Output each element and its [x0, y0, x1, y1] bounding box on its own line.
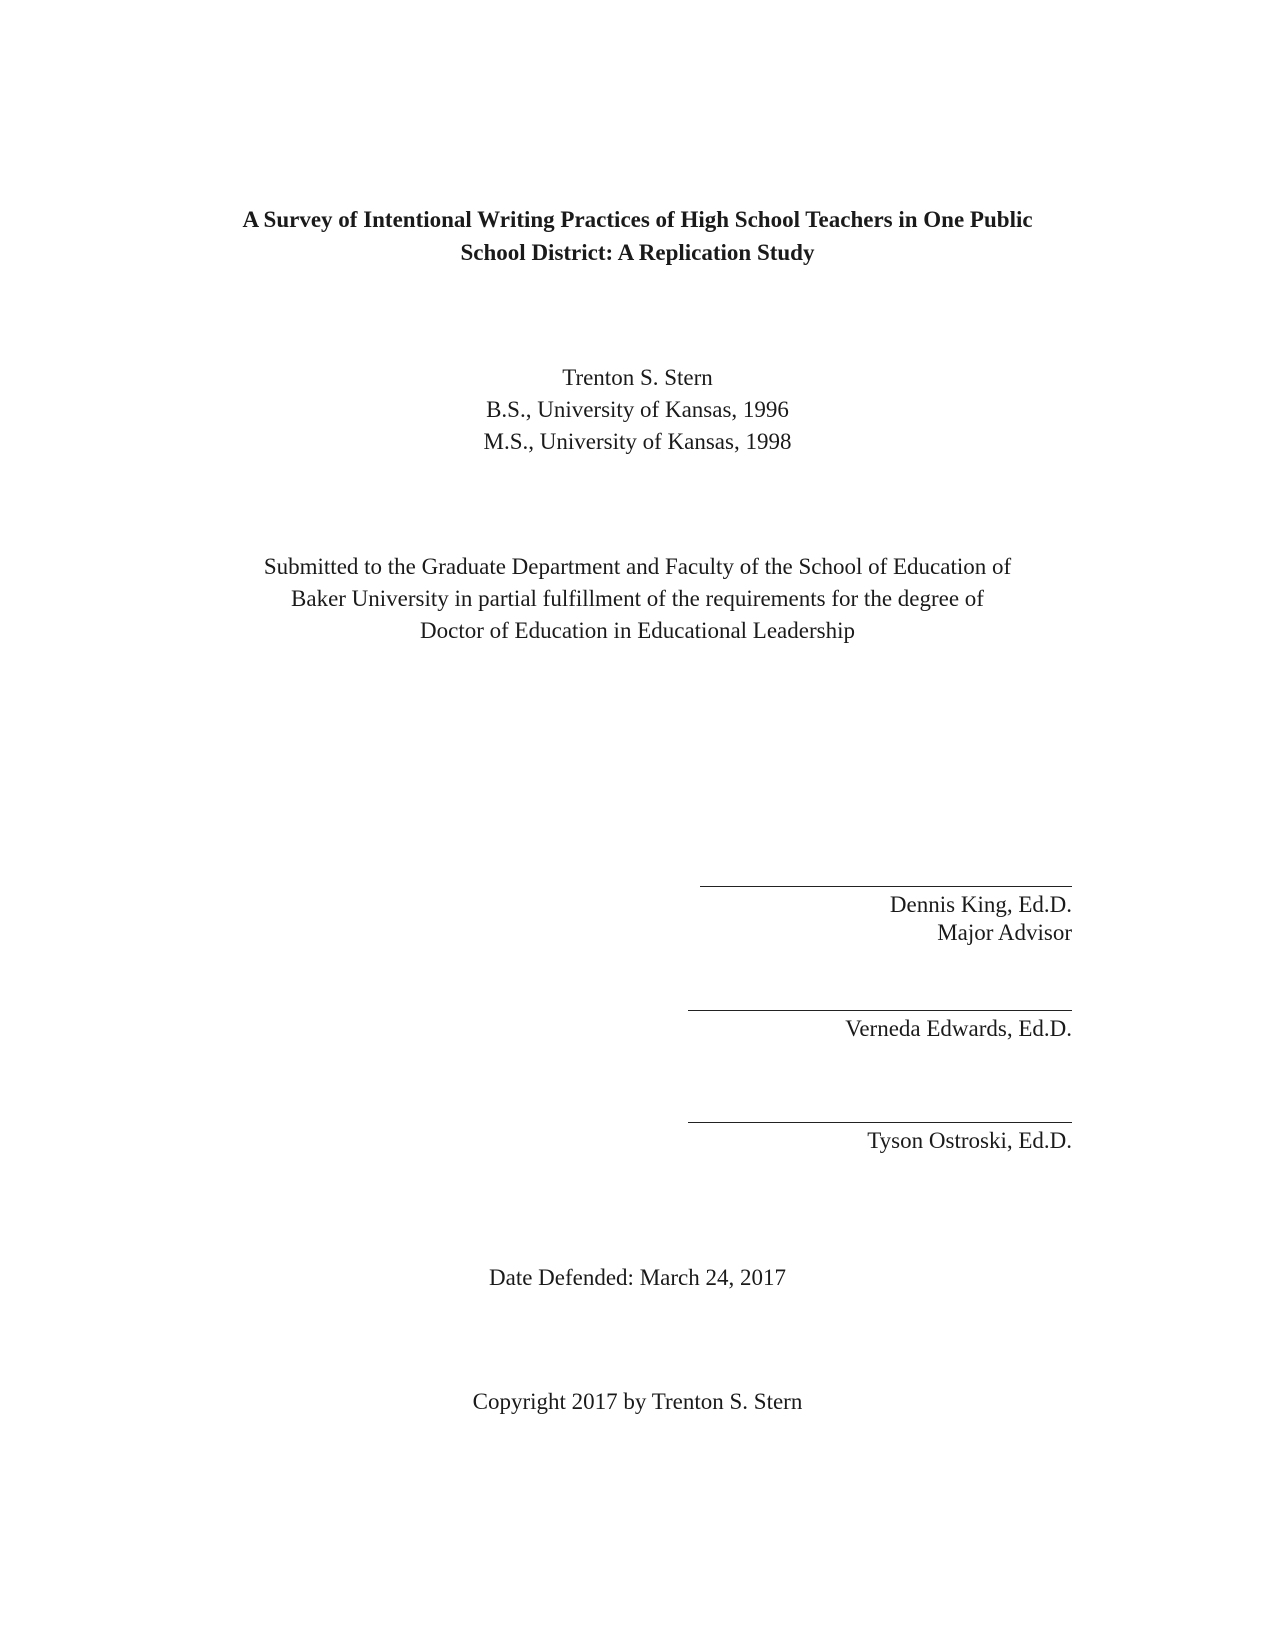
author-degree-ms: M.S., University of Kansas, 1998: [483, 429, 792, 454]
author-degree-bs: B.S., University of Kansas, 1996: [486, 397, 789, 422]
copyright-notice: [0, 1386, 1275, 1418]
signatory-role: Major Advisor: [937, 920, 1072, 945]
signature-block-member-1: [688, 986, 1072, 1043]
copyright-text: Copyright 2017 by Trenton S. Stern: [472, 1389, 803, 1414]
author-block: [0, 362, 1275, 458]
signatory-name: Dennis King, Ed.D.: [889, 892, 1072, 917]
signature-line: [700, 862, 1072, 887]
signature-line: [688, 986, 1072, 1011]
submission-line-3: Doctor of Education in Educational Leadership: [420, 618, 855, 643]
signature-block-advisor: [700, 862, 1072, 947]
submission-statement: [0, 551, 1275, 647]
author-name: Trenton S. Stern: [562, 365, 713, 390]
date-defended: [0, 1262, 1275, 1294]
signatory-name: Verneda Edwards, Ed.D.: [845, 1016, 1072, 1041]
submission-line-2: Baker University in partial fulfillment of the requirements for the degree of: [291, 586, 984, 611]
submission-line-1: Submitted to the Graduate Department and Faculty of the School of Education of: [263, 554, 1012, 579]
date-defended-text: Date Defended: March 24, 2017: [489, 1265, 786, 1290]
signature-block-member-2: [688, 1098, 1072, 1155]
signatory-name: Tyson Ostroski, Ed.D.: [867, 1128, 1072, 1153]
dissertation-title: [0, 203, 1275, 269]
title-line-1: A Survey of Intentional Writing Practices of High School Teachers in One Public: [242, 207, 1033, 232]
signature-line: [688, 1098, 1072, 1123]
title-line-2: School District: A Replication Study: [460, 240, 815, 265]
